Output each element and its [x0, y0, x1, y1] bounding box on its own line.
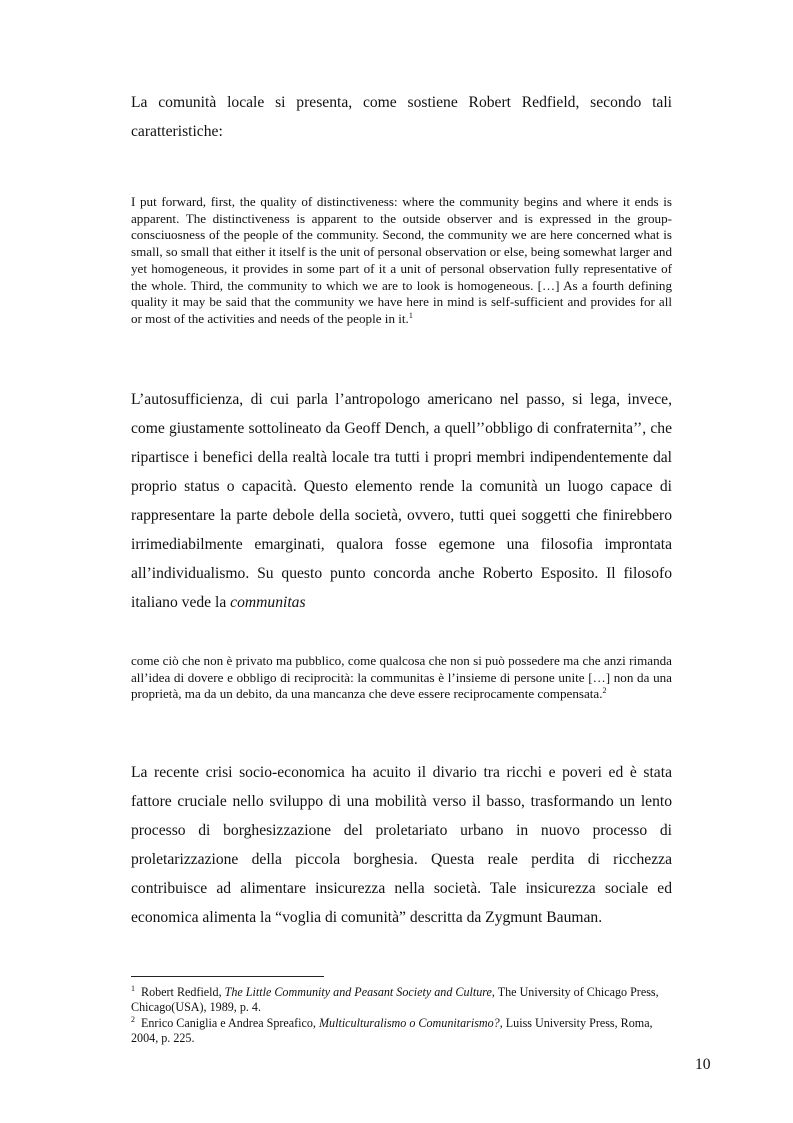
autosufficienza-paragraph	[131, 385, 672, 617]
footnote-ref-2[interactable]: 2	[602, 686, 607, 696]
footnote-ref-1[interactable]: 1	[408, 310, 413, 320]
footnote-publication: , Luiss University Press, Roma, 2004, p. 225.	[131, 1015, 653, 1045]
footnote-number: 2	[131, 1014, 135, 1024]
footnote-2	[131, 1016, 679, 1047]
intro-paragraph	[131, 88, 672, 146]
redfield-block-quote	[131, 194, 672, 328]
footnote-title: The Little Community and Peasant Society and Culture	[224, 985, 492, 999]
intro-text: La comunità locale si presenta, come sostiene Robert Redfield, secondo tali caratteristiche:	[131, 94, 672, 140]
footnote-number: 1	[131, 984, 135, 993]
footnote-author: Robert Redfield,	[141, 985, 225, 999]
communitas-term: communitas	[230, 594, 306, 611]
footnote-author: Enrico Caniglia e Andrea Spreafico,	[141, 1015, 319, 1030]
redfield-quote-text: I put forward, first, the quality of distinctiveness: where the community begins and where it ends is apparent. The distinctiveness is apparent to the outside observer and is expressed in the group-consciuosness of the people of the community. Second, the community we are here concerned what is small, so small that either it itself is the unit of personal observation or else, being somewhat larger and yet homogeneous, it provides in some part of it a unit of personal observation fully representative of the whole. Third, the community to which we are to look is homogeneous. […] As a fourth defining quality it may be said that the community we have here in mind is self-sufficient and provides for all or most of the activities and needs of the people in it.	[131, 194, 672, 326]
crisi-text: La recente crisi socio-economica ha acuito il divario tra ricchi e poveri ed è stata fattore cruciale nello sviluppo di una mobilità verso il basso, trasformando un lento processo di borghesizzazione del proletariato urbano in nuovo processo di proletarizzazione della piccola borghesia. Questa reale perdita di ricchezza contribuisce ad alimentare insicurezza nella società. Tale insicurezza sociale ed economica alimenta la “voglia di comunità” descritta da Zygmunt Bauman.	[131, 764, 672, 926]
esposito-block-quote	[131, 653, 672, 703]
footnote-title: Multiculturalismo o Comunitarismo?	[318, 1015, 500, 1030]
esposito-quote-text: come ciò che non è privato ma pubblico, come qualcosa che non si può possedere ma che anzi rimanda all’idea di dovere e obbligo di reciprocità: la communitas è l’insieme di persone unite […] non da una proprietà, ma da un debito, da una mancanza che deve essere reciprocamente compensata.	[131, 653, 672, 702]
footnote-1	[131, 985, 679, 1016]
page-number: 10	[695, 1056, 711, 1073]
crisi-paragraph	[131, 758, 672, 932]
footnotes	[131, 985, 679, 1046]
autosufficienza-text: L’autosufficienza, di cui parla l’antropologo americano nel passo, si lega, invece, come giustamente sottolineato da Geoff Dench, a quell’’obbligo di confraternita’’, che ripartisce i benefici della realtà locale tra tutti i propri membri indipendentemente dal proprio status o capacità. Questo elemento rende la comunità un luogo capace di rappresentare la parte debole della società, ovvero, tutti quei soggetti che finirebbero irrimediabilmente emarginati, qualora fosse egemone una filosofia improntata all’individualismo. Su questo punto concorda anche Roberto Esposito. Il filosofo italiano vede la	[131, 391, 672, 611]
footnote-separator	[131, 976, 324, 977]
footnote-publication: , The University of Chicago Press, Chicago(USA), 1989, p. 4.	[131, 985, 659, 1015]
